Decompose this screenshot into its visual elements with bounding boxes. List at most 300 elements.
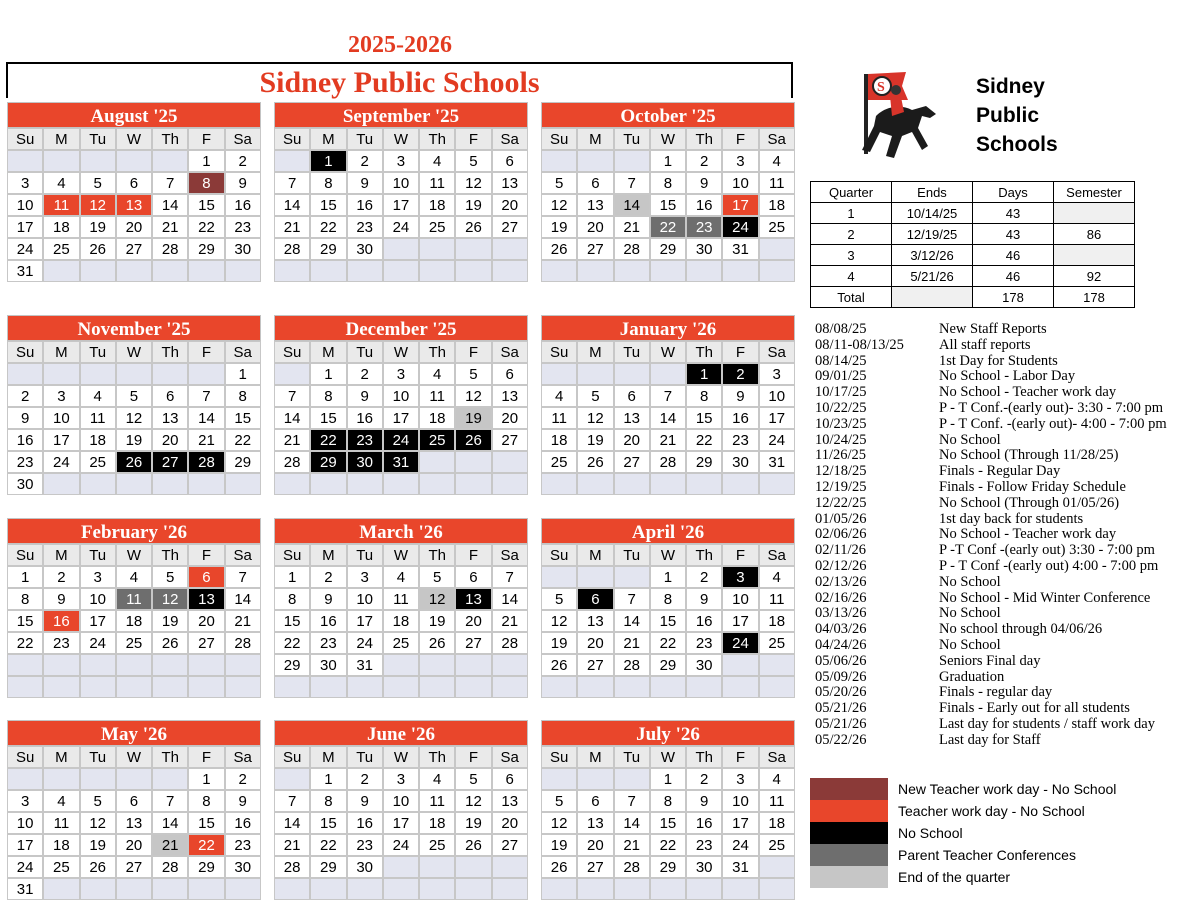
weekday-label: Sa [759, 341, 795, 363]
day-cell: 16 [347, 407, 383, 429]
empty-day-cell [188, 473, 224, 495]
empty-day-cell [7, 363, 43, 385]
day-cell: 27 [492, 834, 528, 856]
day-cell: 21 [152, 216, 188, 238]
day-cell: 16 [225, 194, 261, 216]
empty-day-cell [650, 473, 686, 495]
day-cell: 29 [650, 238, 686, 260]
month-calendar [7, 102, 261, 282]
event-row [815, 448, 1195, 464]
legend-item [810, 844, 1116, 866]
col-ends: Ends [892, 182, 973, 203]
day-cell: 30 [310, 654, 346, 676]
day-cell: 1 [7, 566, 43, 588]
day-cell: 1 [188, 768, 224, 790]
event-text: No school through 04/06/26 [939, 621, 1103, 638]
day-cell: 10 [759, 385, 795, 407]
day-cell: 15 [7, 610, 43, 632]
event-row [815, 512, 1195, 528]
day-cell: 14 [225, 588, 261, 610]
day-cell: 8 [225, 385, 261, 407]
month-title: December '25 [274, 315, 528, 341]
week-row [7, 676, 261, 698]
legend-item [810, 778, 1116, 800]
day-cell: 2 [686, 768, 722, 790]
day-cell: 23 [686, 632, 722, 654]
event-date: 10/22/25 [815, 399, 867, 416]
day-cell: 4 [383, 566, 419, 588]
day-cell: 5 [152, 566, 188, 588]
day-cell: 18 [383, 610, 419, 632]
day-cell: 5 [116, 385, 152, 407]
table-row [811, 203, 1135, 224]
day-cell: 19 [455, 407, 491, 429]
day-cell: 29 [188, 238, 224, 260]
day-cell: 28 [492, 632, 528, 654]
empty-day-cell [541, 676, 577, 698]
empty-day-cell [419, 856, 455, 878]
ends-cell: 10/14/25 [892, 203, 973, 224]
empty-day-cell [80, 654, 116, 676]
day-cell: 2 [722, 363, 758, 385]
week-row [541, 632, 795, 654]
day-cell: 1 [310, 150, 346, 172]
day-cell: 18 [541, 429, 577, 451]
day-cell: 3 [80, 566, 116, 588]
day-cell: 5 [80, 790, 116, 812]
day-cell: 3 [7, 790, 43, 812]
day-cell: 22 [188, 834, 224, 856]
empty-day-cell [577, 260, 613, 282]
month-calendar [541, 518, 795, 698]
weekday-label: Th [152, 341, 188, 363]
day-cell: 7 [152, 790, 188, 812]
weekday-header [274, 544, 528, 566]
day-cell: 18 [759, 610, 795, 632]
day-cell: 12 [455, 385, 491, 407]
empty-day-cell [455, 676, 491, 698]
day-cell: 20 [492, 812, 528, 834]
empty-day-cell [541, 363, 577, 385]
day-cell: 29 [188, 856, 224, 878]
col-semester: Semester [1054, 182, 1135, 203]
days-cell: 43 [973, 203, 1054, 224]
event-date: 02/11/26 [815, 542, 867, 559]
day-cell: 29 [650, 654, 686, 676]
empty-day-cell [152, 878, 188, 900]
weekday-label: Tu [80, 128, 116, 150]
week-row [541, 834, 795, 856]
empty-day-cell [383, 238, 419, 260]
week-row [7, 790, 261, 812]
day-cell: 26 [455, 429, 491, 451]
day-cell: 26 [80, 856, 116, 878]
empty-day-cell [492, 473, 528, 495]
weekday-label: F [188, 128, 224, 150]
day-cell: 23 [347, 216, 383, 238]
day-cell: 9 [686, 588, 722, 610]
day-cell: 10 [80, 588, 116, 610]
weekday-header [541, 746, 795, 768]
day-cell: 2 [686, 566, 722, 588]
empty-day-cell [188, 260, 224, 282]
day-cell: 28 [152, 856, 188, 878]
empty-day-cell [80, 768, 116, 790]
week-row [541, 407, 795, 429]
weekday-label: Tu [614, 544, 650, 566]
day-cell: 7 [650, 385, 686, 407]
day-cell: 19 [80, 834, 116, 856]
day-cell: 21 [274, 216, 310, 238]
day-cell: 10 [7, 194, 43, 216]
empty-day-cell [80, 878, 116, 900]
day-cell: 25 [43, 238, 79, 260]
day-cell: 13 [614, 407, 650, 429]
day-cell: 19 [80, 216, 116, 238]
ends-cell [892, 287, 973, 308]
week-row [541, 610, 795, 632]
day-cell: 13 [188, 588, 224, 610]
empty-day-cell [577, 768, 613, 790]
week-row [274, 260, 528, 282]
weekday-label: M [577, 544, 613, 566]
day-cell: 4 [419, 150, 455, 172]
empty-day-cell [116, 878, 152, 900]
day-cell: 26 [455, 216, 491, 238]
day-cell: 22 [686, 429, 722, 451]
day-cell: 2 [7, 385, 43, 407]
weekday-label: Th [686, 128, 722, 150]
day-cell: 24 [7, 238, 43, 260]
day-cell: 21 [650, 429, 686, 451]
weekday-label: Th [152, 128, 188, 150]
empty-day-cell [274, 260, 310, 282]
week-row [541, 385, 795, 407]
day-cell: 4 [419, 768, 455, 790]
week-row [274, 676, 528, 698]
week-row [274, 216, 528, 238]
event-row [815, 322, 1195, 338]
event-row [815, 606, 1195, 622]
table-row [811, 266, 1135, 287]
table-row [811, 287, 1135, 308]
day-cell: 8 [650, 172, 686, 194]
weekday-label: Th [419, 544, 455, 566]
event-date: 05/20/26 [815, 684, 867, 701]
day-cell: 25 [419, 834, 455, 856]
week-row [274, 768, 528, 790]
month-title: July '26 [541, 720, 795, 746]
day-cell: 7 [614, 588, 650, 610]
weekday-label: Tu [614, 128, 650, 150]
day-cell: 25 [759, 834, 795, 856]
semester-cell [1054, 245, 1135, 266]
day-cell: 30 [7, 473, 43, 495]
empty-day-cell [614, 363, 650, 385]
day-cell: 5 [455, 150, 491, 172]
weekday-label: Sa [225, 341, 261, 363]
legend-item [810, 800, 1116, 822]
day-cell: 3 [383, 768, 419, 790]
day-cell: 20 [116, 216, 152, 238]
week-row [541, 216, 795, 238]
day-cell: 14 [492, 588, 528, 610]
day-cell: 18 [419, 812, 455, 834]
day-cell: 17 [722, 610, 758, 632]
day-cell: 15 [188, 194, 224, 216]
month-title: June '26 [274, 720, 528, 746]
day-cell: 24 [722, 834, 758, 856]
legend-item [810, 866, 1116, 888]
event-date: 05/09/26 [815, 668, 867, 685]
weekday-label: W [650, 746, 686, 768]
quarter-cell: 3 [811, 245, 892, 266]
weekday-label: Sa [492, 544, 528, 566]
day-cell: 10 [722, 588, 758, 610]
weekday-label: Su [541, 544, 577, 566]
empty-day-cell [722, 473, 758, 495]
event-text: Seniors Final day [939, 652, 1041, 669]
day-cell: 18 [80, 429, 116, 451]
day-cell: 8 [650, 588, 686, 610]
month-title: March '26 [274, 518, 528, 544]
month-calendar [541, 720, 795, 900]
empty-day-cell [43, 150, 79, 172]
empty-day-cell [347, 878, 383, 900]
day-cell: 18 [419, 194, 455, 216]
day-cell: 2 [43, 566, 79, 588]
day-cell: 22 [188, 216, 224, 238]
weekday-label: Tu [347, 746, 383, 768]
day-cell: 27 [492, 429, 528, 451]
week-row [541, 878, 795, 900]
event-text: All staff reports [939, 336, 1031, 353]
event-row [815, 480, 1195, 496]
month-calendar [274, 518, 528, 698]
day-cell: 23 [310, 632, 346, 654]
event-row [815, 433, 1195, 449]
weekday-label: W [116, 746, 152, 768]
weekday-label: W [383, 341, 419, 363]
week-row [274, 566, 528, 588]
day-cell: 3 [7, 172, 43, 194]
day-cell: 14 [614, 610, 650, 632]
day-cell: 27 [577, 238, 613, 260]
semester-cell: 178 [1054, 287, 1135, 308]
col-quarter: Quarter [811, 182, 892, 203]
empty-day-cell [492, 260, 528, 282]
day-cell: 22 [650, 216, 686, 238]
day-cell: 30 [686, 654, 722, 676]
week-row [274, 790, 528, 812]
day-cell: 16 [225, 812, 261, 834]
event-row [815, 622, 1195, 638]
week-row [541, 429, 795, 451]
quarter-cell: 1 [811, 203, 892, 224]
day-cell: 21 [614, 216, 650, 238]
weekday-header [541, 341, 795, 363]
day-cell: 21 [492, 610, 528, 632]
event-text: Last day for students / staff work day [939, 715, 1155, 732]
empty-day-cell [541, 473, 577, 495]
event-row [815, 685, 1195, 701]
day-cell: 29 [686, 451, 722, 473]
month-title: May '26 [7, 720, 261, 746]
day-cell: 19 [541, 632, 577, 654]
empty-day-cell [152, 654, 188, 676]
week-row [7, 385, 261, 407]
day-cell: 21 [614, 834, 650, 856]
empty-day-cell [383, 260, 419, 282]
empty-day-cell [43, 878, 79, 900]
empty-day-cell [541, 878, 577, 900]
event-date: 10/24/25 [815, 431, 867, 448]
day-cell: 26 [419, 632, 455, 654]
day-cell: 28 [225, 632, 261, 654]
event-text: No School [939, 573, 1001, 590]
day-cell: 3 [383, 150, 419, 172]
month-title: April '26 [541, 518, 795, 544]
day-cell: 6 [152, 385, 188, 407]
empty-day-cell [7, 150, 43, 172]
day-cell: 4 [419, 363, 455, 385]
day-cell: 23 [686, 216, 722, 238]
day-cell: 5 [541, 588, 577, 610]
table-row [811, 245, 1135, 266]
week-row [541, 150, 795, 172]
month-title: September '25 [274, 102, 528, 128]
week-row [7, 172, 261, 194]
empty-day-cell [310, 676, 346, 698]
day-cell: 24 [347, 632, 383, 654]
empty-day-cell [614, 768, 650, 790]
day-cell: 12 [577, 407, 613, 429]
week-row [274, 363, 528, 385]
day-cell: 25 [383, 632, 419, 654]
day-cell: 21 [274, 834, 310, 856]
event-text: Finals - Early out for all students [939, 700, 1130, 717]
weekday-label: W [116, 544, 152, 566]
event-row [815, 543, 1195, 559]
weekday-label: Su [274, 746, 310, 768]
day-cell: 16 [7, 429, 43, 451]
day-cell: 1 [310, 768, 346, 790]
ends-cell: 12/19/25 [892, 224, 973, 245]
week-row [274, 610, 528, 632]
day-cell: 2 [347, 363, 383, 385]
day-cell: 17 [347, 610, 383, 632]
weekday-label: Su [274, 544, 310, 566]
empty-day-cell [541, 150, 577, 172]
day-cell: 31 [347, 654, 383, 676]
event-date: 11/26/25 [815, 447, 867, 464]
weekday-label: F [455, 341, 491, 363]
day-cell: 14 [650, 407, 686, 429]
empty-day-cell [455, 451, 491, 473]
day-cell: 30 [347, 451, 383, 473]
weekday-label: W [383, 128, 419, 150]
day-cell: 16 [43, 610, 79, 632]
day-cell: 13 [116, 194, 152, 216]
day-cell: 1 [225, 363, 261, 385]
week-row [7, 150, 261, 172]
week-row [7, 610, 261, 632]
empty-day-cell [152, 768, 188, 790]
week-row [274, 812, 528, 834]
day-cell: 14 [274, 812, 310, 834]
ends-cell: 3/12/26 [892, 245, 973, 266]
day-cell: 5 [577, 385, 613, 407]
empty-day-cell [116, 676, 152, 698]
day-cell: 25 [80, 451, 116, 473]
day-cell: 22 [310, 834, 346, 856]
empty-day-cell [577, 150, 613, 172]
empty-day-cell [759, 676, 795, 698]
day-cell: 19 [577, 429, 613, 451]
event-row [815, 701, 1195, 717]
empty-day-cell [577, 363, 613, 385]
day-cell: 28 [614, 654, 650, 676]
week-row [541, 172, 795, 194]
day-cell: 28 [274, 238, 310, 260]
weekday-label: Sa [225, 746, 261, 768]
day-cell: 25 [759, 632, 795, 654]
day-cell: 31 [759, 451, 795, 473]
day-cell: 19 [419, 610, 455, 632]
day-cell: 15 [650, 194, 686, 216]
day-cell: 11 [419, 385, 455, 407]
empty-day-cell [188, 878, 224, 900]
day-cell: 14 [188, 407, 224, 429]
day-cell: 12 [419, 588, 455, 610]
day-cell: 20 [577, 632, 613, 654]
day-cell: 27 [152, 451, 188, 473]
day-cell: 9 [686, 790, 722, 812]
empty-day-cell [614, 473, 650, 495]
week-row [274, 150, 528, 172]
day-cell: 25 [419, 429, 455, 451]
day-cell: 25 [419, 216, 455, 238]
day-cell: 13 [492, 790, 528, 812]
day-cell: 12 [541, 610, 577, 632]
quarter-table [810, 181, 1135, 308]
month-calendar [274, 102, 528, 282]
weekday-header [541, 544, 795, 566]
month-title: February '26 [7, 518, 261, 544]
day-cell: 24 [722, 216, 758, 238]
day-cell: 31 [7, 260, 43, 282]
month-calendar [7, 315, 261, 495]
week-row [541, 790, 795, 812]
day-cell: 6 [116, 172, 152, 194]
empty-day-cell [116, 473, 152, 495]
day-cell: 10 [722, 790, 758, 812]
day-cell: 27 [116, 238, 152, 260]
day-cell: 25 [541, 451, 577, 473]
day-cell: 8 [310, 790, 346, 812]
day-cell: 18 [419, 407, 455, 429]
week-row [7, 216, 261, 238]
event-row [815, 638, 1195, 654]
day-cell: 27 [455, 632, 491, 654]
empty-day-cell [383, 878, 419, 900]
weekday-label: M [310, 128, 346, 150]
empty-day-cell [419, 878, 455, 900]
week-row [541, 566, 795, 588]
day-cell: 22 [274, 632, 310, 654]
day-cell: 24 [383, 834, 419, 856]
empty-day-cell [274, 676, 310, 698]
